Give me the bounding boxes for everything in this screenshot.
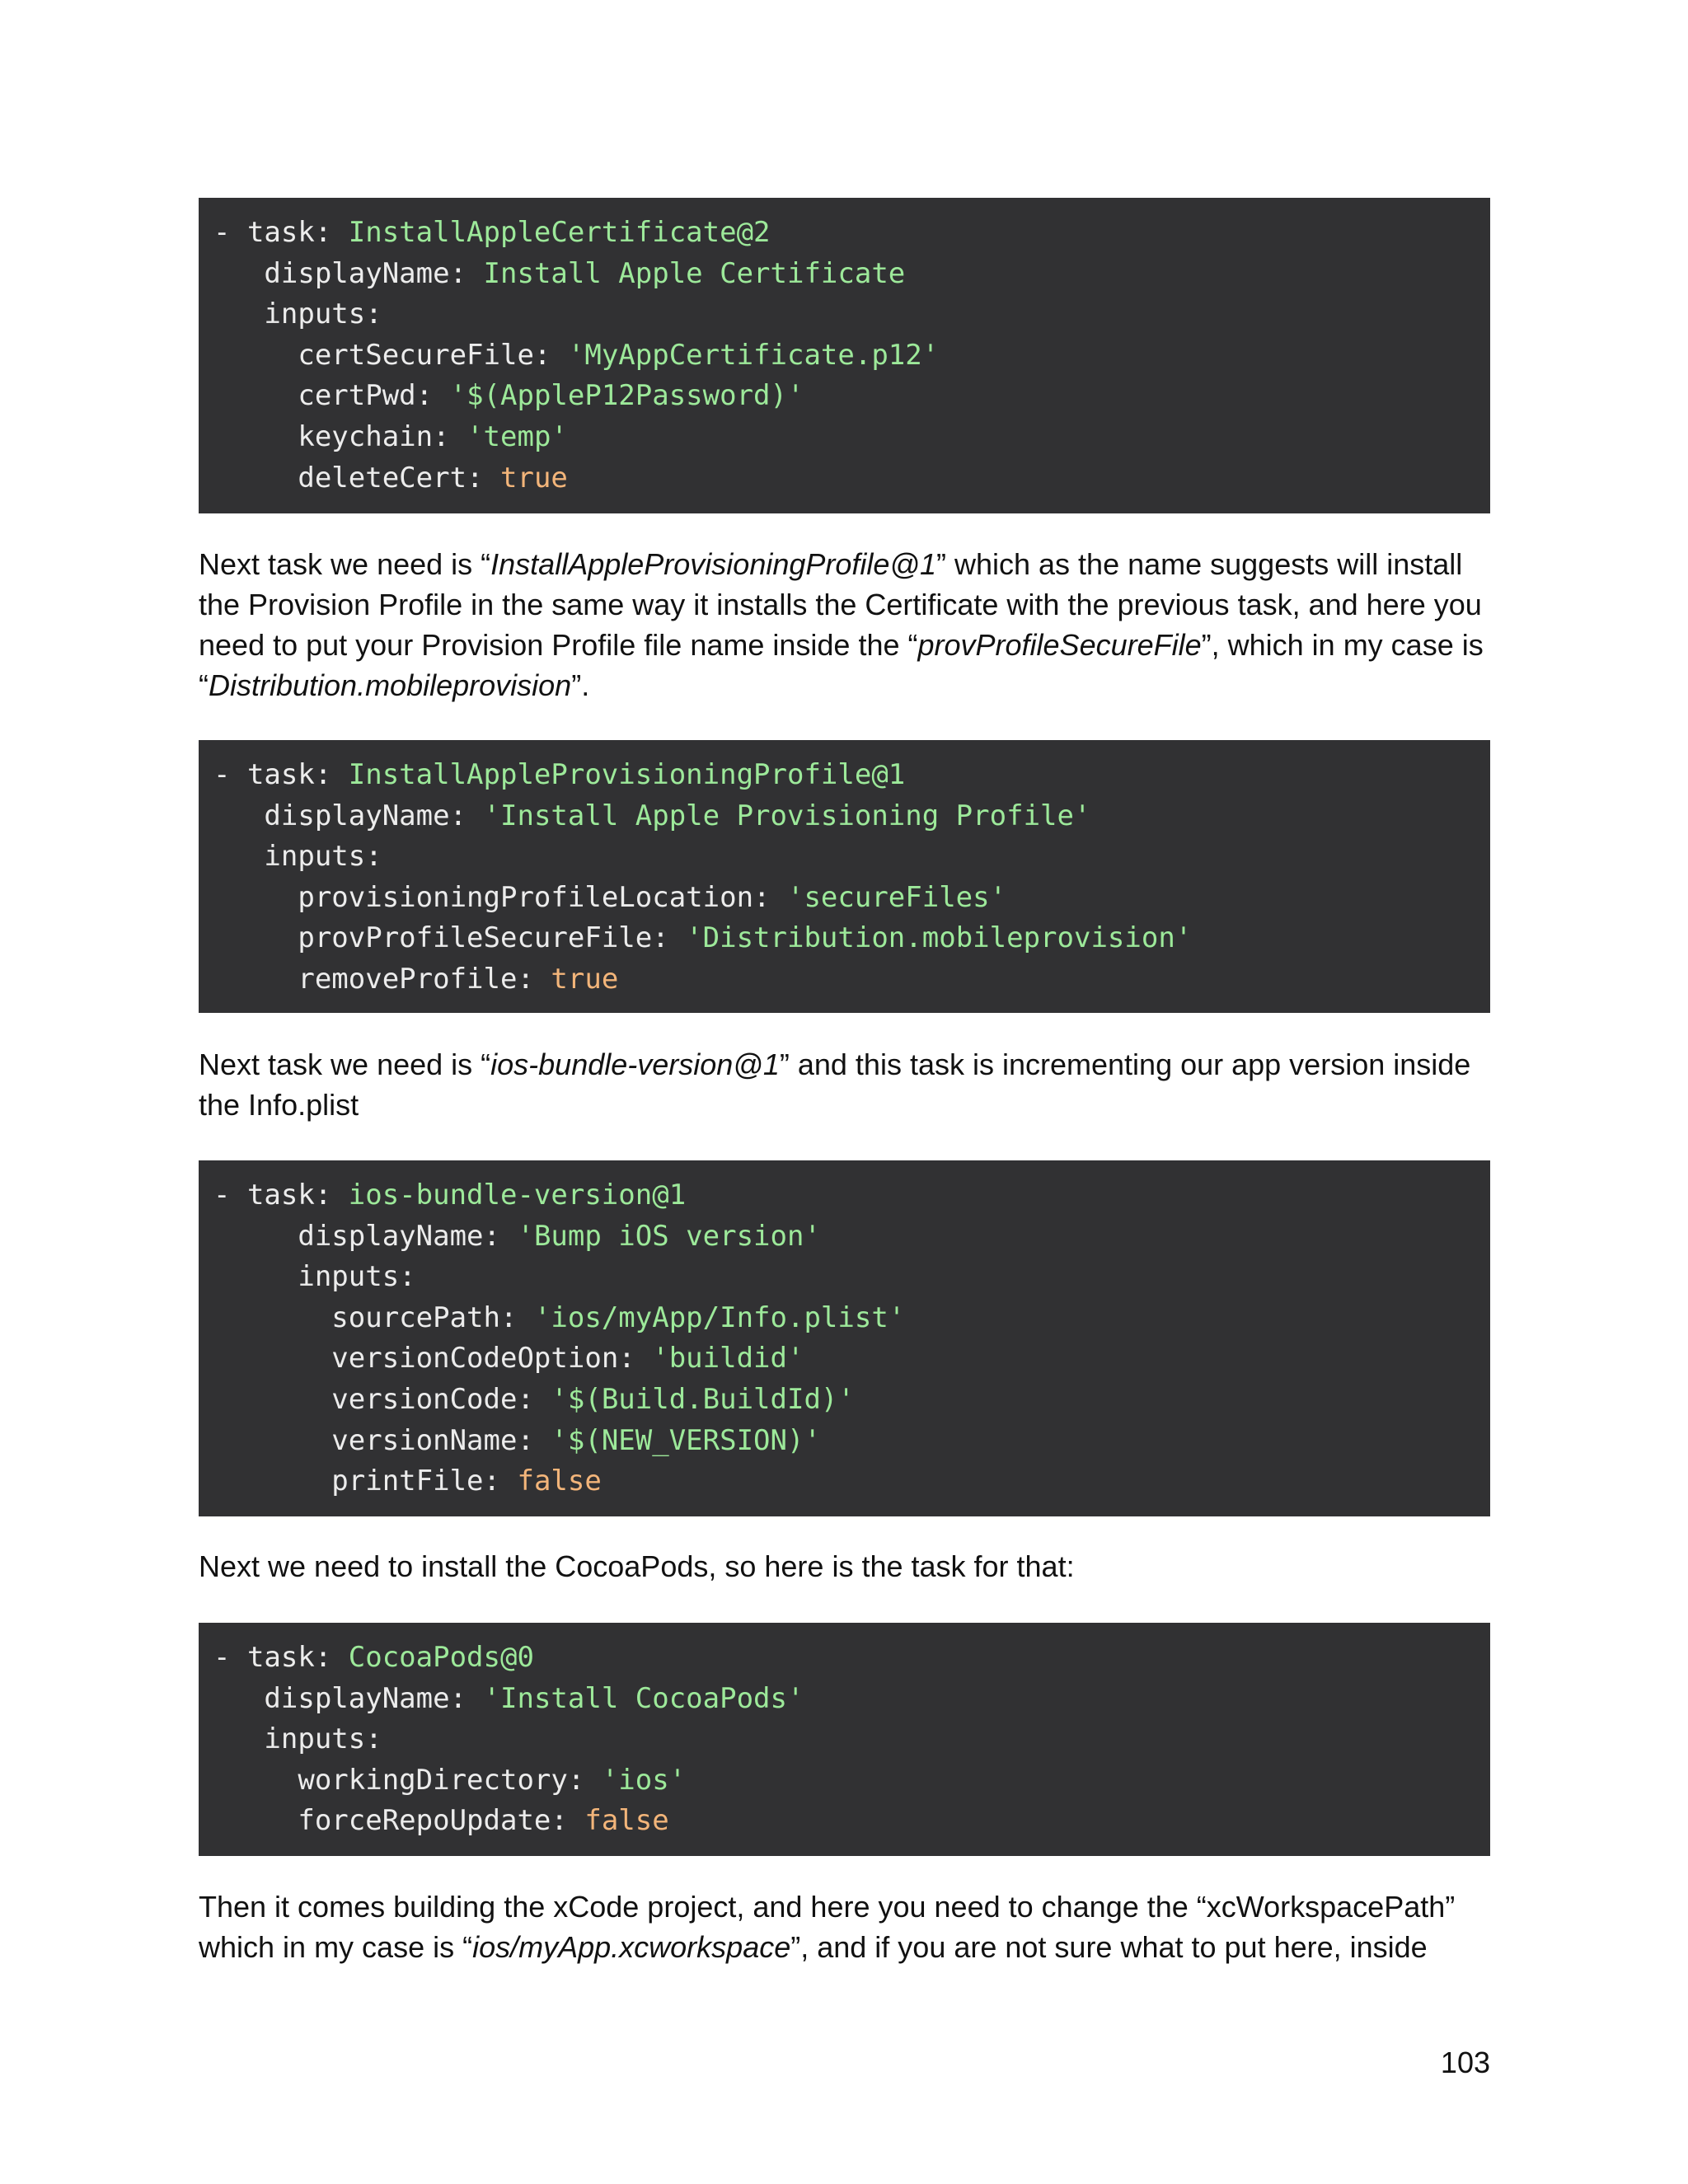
paragraph-text: ” and this task is incrementing our app version inside the Info.plist: [199, 1047, 1471, 1122]
code-key: versionName:: [331, 1423, 551, 1457]
code-indent: [213, 1342, 331, 1375]
code-line: [213, 1175, 1490, 1216]
code-indent: [213, 881, 298, 914]
code-line: [213, 376, 1490, 417]
code-key: deleteCert:: [298, 461, 500, 494]
code-value: true: [500, 461, 568, 494]
code-line: [213, 254, 1490, 295]
code-line: [213, 1216, 1490, 1258]
code-line: [213, 796, 1490, 837]
code-indent: [213, 1220, 298, 1253]
paragraph-text: Next we need to install the CocoaPods, so here is the task for that:: [199, 1549, 1075, 1583]
code-block-ios-bundle-version: [199, 1160, 1490, 1516]
code-line: [213, 755, 1490, 796]
code-value: '$(AppleP12Password)': [449, 379, 804, 413]
code-block-install-provisioning-profile: [199, 740, 1490, 1013]
code-indent: [213, 1764, 298, 1797]
code-value: ios-bundle-version@1: [348, 1179, 687, 1212]
code-indent: [213, 420, 298, 453]
paragraph-text: ”.: [571, 668, 590, 702]
code-indent: [213, 1465, 331, 1497]
code-value: 'temp': [467, 419, 568, 453]
code-key: sourcePath:: [331, 1301, 534, 1334]
code-indent: [213, 840, 264, 873]
code-key: displayName:: [264, 799, 484, 832]
code-indent: [213, 257, 264, 290]
code-value: Install Apple Certificate: [483, 256, 906, 290]
code-key: certSecureFile:: [298, 338, 568, 372]
code-key: forceRepoUpdate:: [298, 1804, 585, 1838]
code-key: workingDirectory:: [298, 1763, 602, 1797]
code-key: displayName:: [264, 1681, 484, 1715]
code-value: 'MyAppCertificate.p12': [567, 338, 940, 372]
code-value: InstallAppleCertificate@2: [348, 216, 771, 249]
code-line: [213, 458, 1490, 499]
code-line: [213, 1298, 1490, 1339]
code-value: 'Bump iOS version': [517, 1219, 821, 1253]
code-block-cocoapods: [199, 1623, 1490, 1856]
paragraph-text: ”, and if you are not sure what to put here, inside: [790, 1930, 1428, 1964]
code-line: [213, 959, 1490, 1001]
code-line: [213, 335, 1490, 377]
code-key: inputs:: [264, 840, 382, 874]
code-key: certPwd:: [298, 379, 450, 413]
code-key: printFile:: [331, 1465, 518, 1498]
code-indent: [213, 1722, 264, 1755]
code-key: - task:: [213, 758, 349, 791]
code-line: [213, 1638, 1490, 1679]
code-value: '$(Build.BuildId)': [551, 1382, 855, 1416]
code-indent: [213, 1804, 298, 1837]
code-key: inputs:: [298, 1260, 416, 1294]
code-indent: [213, 339, 298, 372]
code-line: [213, 417, 1490, 458]
code-key: - task:: [213, 216, 349, 249]
code-key: inputs:: [264, 1722, 382, 1756]
code-line: [213, 878, 1490, 919]
code-value: 'Distribution.mobileprovision': [686, 921, 1193, 955]
code-line: [213, 1421, 1490, 1462]
paragraph-text: ”, which in my case is “: [199, 628, 1484, 702]
code-value: 'ios/myApp/Info.plist': [533, 1301, 906, 1334]
code-value: 'secureFiles': [786, 880, 1007, 914]
code-line: [213, 918, 1490, 959]
code-key: provisioningProfileLocation:: [298, 880, 787, 914]
code-key: versionCodeOption:: [331, 1342, 653, 1376]
code-block-install-apple-certificate: [199, 198, 1490, 513]
paragraph-text: Next task we need is “: [199, 547, 491, 581]
code-value: false: [584, 1804, 669, 1838]
paragraph-text: ” which as the name suggests will install the Provision Profile in the same way it installs the Certificate with the previous task, and here you need to put your Provision Profile file name inside the “: [199, 547, 1482, 662]
code-line: [213, 837, 1490, 878]
code-value: false: [517, 1465, 602, 1498]
paragraph-provisioning-profile: [199, 544, 1501, 705]
code-key: displayName:: [298, 1219, 518, 1253]
code-indent: [213, 1682, 264, 1715]
paragraph-text: Next task we need is “: [199, 1047, 491, 1081]
code-line: [213, 1338, 1490, 1380]
code-line: [213, 294, 1490, 335]
code-key: removeProfile:: [298, 962, 551, 996]
code-key: versionCode:: [331, 1382, 551, 1416]
paragraph-xcode-build: [199, 1886, 1501, 1967]
code-line: [213, 1801, 1490, 1842]
code-key: inputs:: [264, 298, 382, 331]
code-key: keychain:: [298, 419, 467, 453]
code-value: 'ios': [601, 1763, 687, 1797]
paragraph-text: Then it comes building the xCode project, and here you need to change the “xcWorkspacePath” which in my case is “: [199, 1890, 1456, 1964]
code-line: [213, 1257, 1490, 1298]
code-value: 'Install Apple Provisioning Profile': [483, 799, 1091, 832]
code-key: provProfileSecureFile:: [298, 921, 687, 955]
code-indent: [213, 921, 298, 954]
code-indent: [213, 379, 298, 412]
code-value: CocoaPods@0: [348, 1641, 534, 1674]
code-value: true: [551, 962, 619, 996]
code-value: InstallAppleProvisioningProfile@1: [348, 758, 906, 791]
code-value: '$(NEW_VERSION)': [551, 1423, 821, 1457]
code-value: 'Install CocoaPods': [483, 1681, 804, 1715]
emphasis-text: InstallAppleProvisioningProfile@1: [490, 547, 936, 581]
code-line: [213, 1380, 1490, 1421]
code-indent: [213, 298, 264, 330]
code-line: [213, 213, 1490, 254]
emphasis-text: ios-bundle-version@1: [490, 1047, 780, 1081]
code-key: displayName:: [264, 256, 484, 290]
code-indent: [213, 1301, 331, 1334]
code-line: [213, 1461, 1490, 1502]
paragraph-cocoapods: [199, 1546, 1501, 1586]
code-value: 'buildid': [652, 1342, 804, 1376]
code-indent: [213, 1383, 331, 1416]
code-indent: [213, 799, 264, 832]
emphasis-text: ios/myApp.xcworkspace: [472, 1930, 791, 1964]
code-indent: [213, 963, 298, 996]
paragraph-bundle-version: [199, 1044, 1501, 1125]
code-indent: [213, 462, 298, 494]
code-key: - task:: [213, 1179, 349, 1212]
code-line: [213, 1760, 1490, 1802]
page-number: 103: [1440, 2046, 1490, 2079]
code-indent: [213, 1260, 298, 1293]
code-line: [213, 1679, 1490, 1720]
emphasis-text: Distribution.mobileprovision: [209, 668, 572, 702]
code-line: [213, 1719, 1490, 1760]
code-indent: [213, 1424, 331, 1457]
emphasis-text: provProfileSecureFile: [917, 628, 1202, 662]
code-key: - task:: [213, 1641, 349, 1674]
